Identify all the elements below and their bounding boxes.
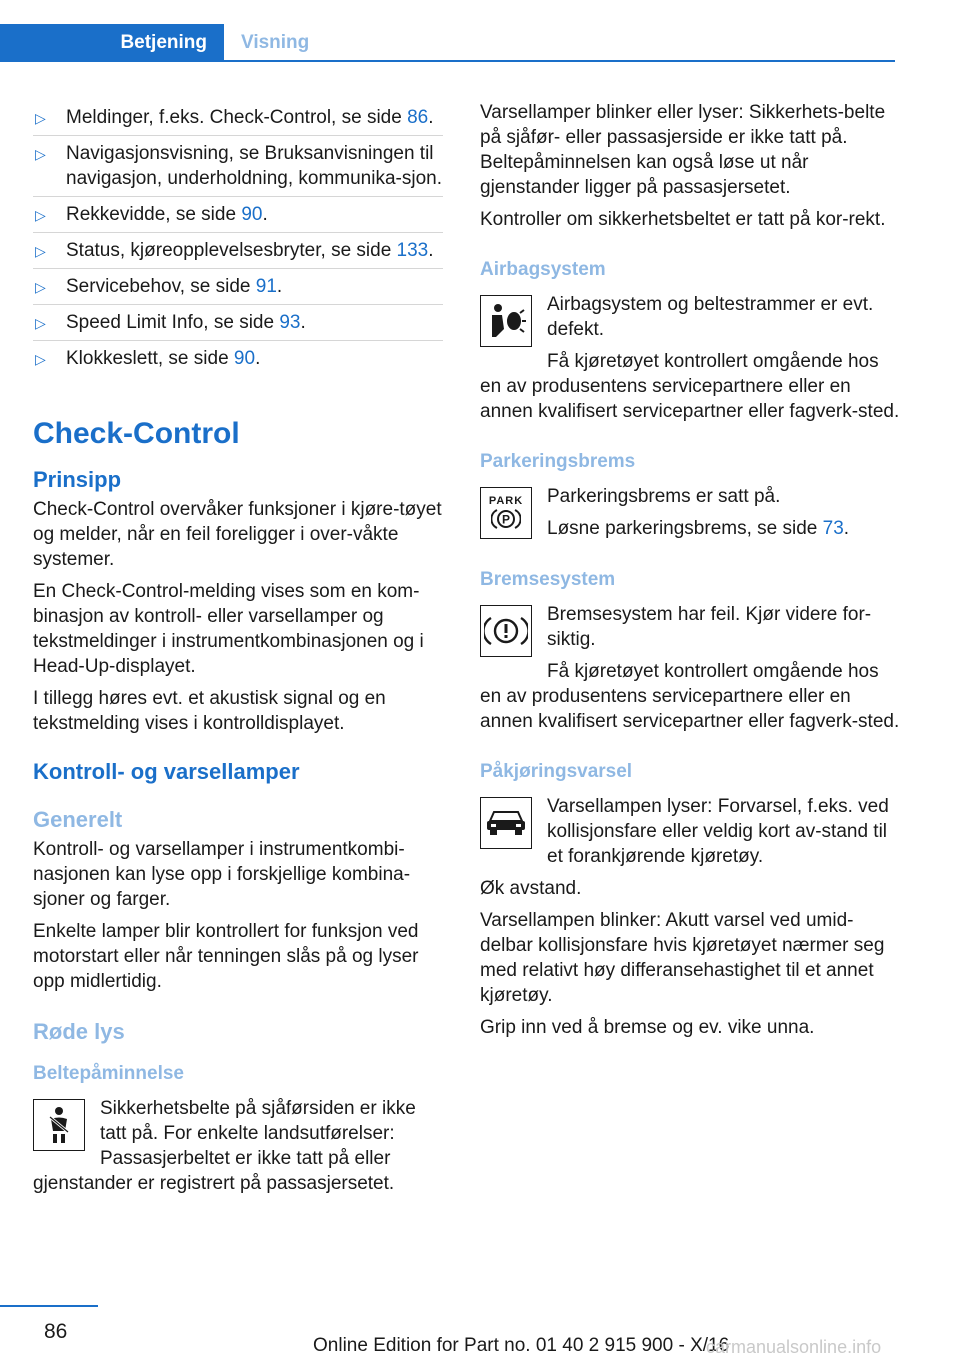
paragraph: Airbagsystem og beltestrammer er evt. defekt. [547,294,874,340]
page-link[interactable]: 86 [407,107,429,128]
car-warning-icon [480,797,532,849]
paragraph: Få kjøretøyet kontrollert omgående hos [547,351,879,372]
triangle-bullet-icon: ▷ [35,207,46,223]
triangle-bullet-icon: ▷ [35,146,46,162]
paragraph: Varsellampen blinker: Akutt varsel ved umid-delbar kollisjonsfare hvis kjøretøyet nærmer seg med relativt høy differansehastighet til et annet kjøretøy. [480,910,885,1006]
list-item: ▷ Klokkeslett, se side 90. [33,341,443,376]
paragraph: gjenstander er registrert på passasjersetet. [33,1173,395,1194]
airbag-icon [480,295,532,347]
airbag-block [480,292,900,424]
list-item: ▷ Meldinger, f.eks. Check-Control, se side 86. [33,100,443,136]
seatbelt-icon [33,1099,85,1151]
paragraph: Parkeringsbrems er satt på. [547,486,781,507]
paragraph: Sikkerhetsbelte på sjåførsiden er ikke tatt på. For enkelte landsutførelser: Passasjerbeltet er ikke tatt på eller [100,1098,416,1169]
page-link[interactable]: 90 [241,204,263,225]
pakjoringsvarsel-heading: Påkjøringsvarsel [480,761,633,782]
list-item: ▷ Rekkevidde, se side 90. [33,197,443,233]
prinsipp-heading: Prinsipp [33,467,122,492]
paragraph: en av produsentens servicepartnere eller en annen kvalifisert servicepartner eller fagverk-sted. [480,376,900,422]
beltepaminnelse-heading: Beltepåminnelse [33,1063,184,1084]
parking-brake-block [480,484,900,542]
paragraph: Varsellamper blinker eller lyser: Sikkerhets-belte på sjåfør- eller passasjerside er ikke tatt på. Beltepåminnelsen kan også løse ut når gjenstander ligger på passasjersetet. [480,102,886,198]
paragraph: en av produsentens servicepartnere eller en annen kvalifisert servicepartner eller fagverk-sted. [480,686,900,732]
page-number: 86 [44,1320,68,1343]
paragraph: Løsne parkeringsbrems, se side 73. [547,518,850,539]
section-title: Check-Control [33,417,240,450]
page-link[interactable]: 133 [396,240,429,261]
footer-divider [0,1305,98,1307]
tab-visning[interactable]: Visning [241,32,310,53]
triangle-bullet-icon: ▷ [35,279,46,295]
paragraph: Enkelte lamper blir kontrollert for funksjon ved motorstart eller når tenningen slås på og lyser opp midlertidig. [33,921,419,992]
triangle-bullet-icon: ▷ [35,351,46,367]
paragraph: Kontroller om sikkerhetsbeltet er tatt på kor-rekt. [480,209,886,230]
page-link[interactable]: 91 [255,276,277,297]
paragraph: Grip inn ved å bremse og ev. vike unna. [480,1017,815,1038]
rode-lys-heading: Røde lys [33,1019,125,1044]
collision-warning-block [480,794,900,869]
left-column [33,100,443,1203]
belt-warning-block [33,1096,443,1196]
kontroll-heading: Kontroll- og varsellamper [33,759,300,784]
triangle-bullet-icon: ▷ [35,315,46,331]
parkeringsbrems-heading: Parkeringsbrems [480,451,636,472]
triangle-bullet-icon: ▷ [35,110,46,126]
park-label: PARK [488,495,524,507]
right-column [480,100,900,1047]
paragraph: En Check-Control-melding vises som en kom-binasjon av kontroll- eller varsellamper og tekstmeldinger i instrumentkombinasjonen og i Head-Up-displayet. [33,581,424,677]
paragraph: Få kjøretøyet kontrollert omgående hos [547,661,879,682]
brake-warning-icon [480,605,532,657]
bremsesystem-heading: Bremsesystem [480,569,616,590]
svg-text:P: P [501,512,511,527]
triangle-bullet-icon: ▷ [35,243,46,259]
watermark: carmanualsonline.info [706,1337,882,1357]
list-item: ▷ Speed Limit Info, se side 93. [33,305,443,341]
paragraph: Varsellampen lyser: Forvarsel, f.eks. ved kollisjonsfare eller veldig kort av-stand til et forankjørende kjøretøy. [547,796,889,867]
paragraph: Kontroll- og varsellamper i instrumentkombi-nasjonen kan lyse opp i forskjellige kombina-sjoner og farger. [33,839,411,910]
page-link[interactable]: 90 [233,348,256,369]
list-item: ▷ Status, kjøreopplevelsesbryter, se side 133. [33,233,443,269]
list-item: ▷ Servicebehov, se side 91. [33,269,443,305]
brake-system-block [480,602,900,734]
generelt-heading: Generelt [33,807,123,832]
paragraph: Bremsesystem har feil. Kjør videre for-siktig. [547,604,872,650]
list-item: ▷ Navigasjonsvisning, se Bruksanvisningen til navigasjon, underholdning, kommunika-sjon. [33,136,443,197]
paragraph: Øk avstand. [480,878,582,899]
paragraph: I tillegg høres evt. et akustisk signal og en tekstmelding vises i kontrolldisplayet. [33,688,386,734]
page-link[interactable]: 73 [822,518,844,539]
header-divider [0,60,895,62]
paragraph: Check-Control overvåker funksjoner i kjøre-tøyet og melder, når en feil foreligger i over-våkte systemer. [33,499,442,570]
airbag-heading: Airbagsystem [480,259,606,280]
header-bar [0,0,960,62]
edition-note: Online Edition for Part no. 01 40 2 915 900 - X/16 [313,1335,730,1356]
tab-betjening[interactable]: Betjening [0,24,224,62]
page-link[interactable]: 93 [279,312,301,333]
display-list [33,100,443,376]
parking-brake-icon [480,487,532,539]
